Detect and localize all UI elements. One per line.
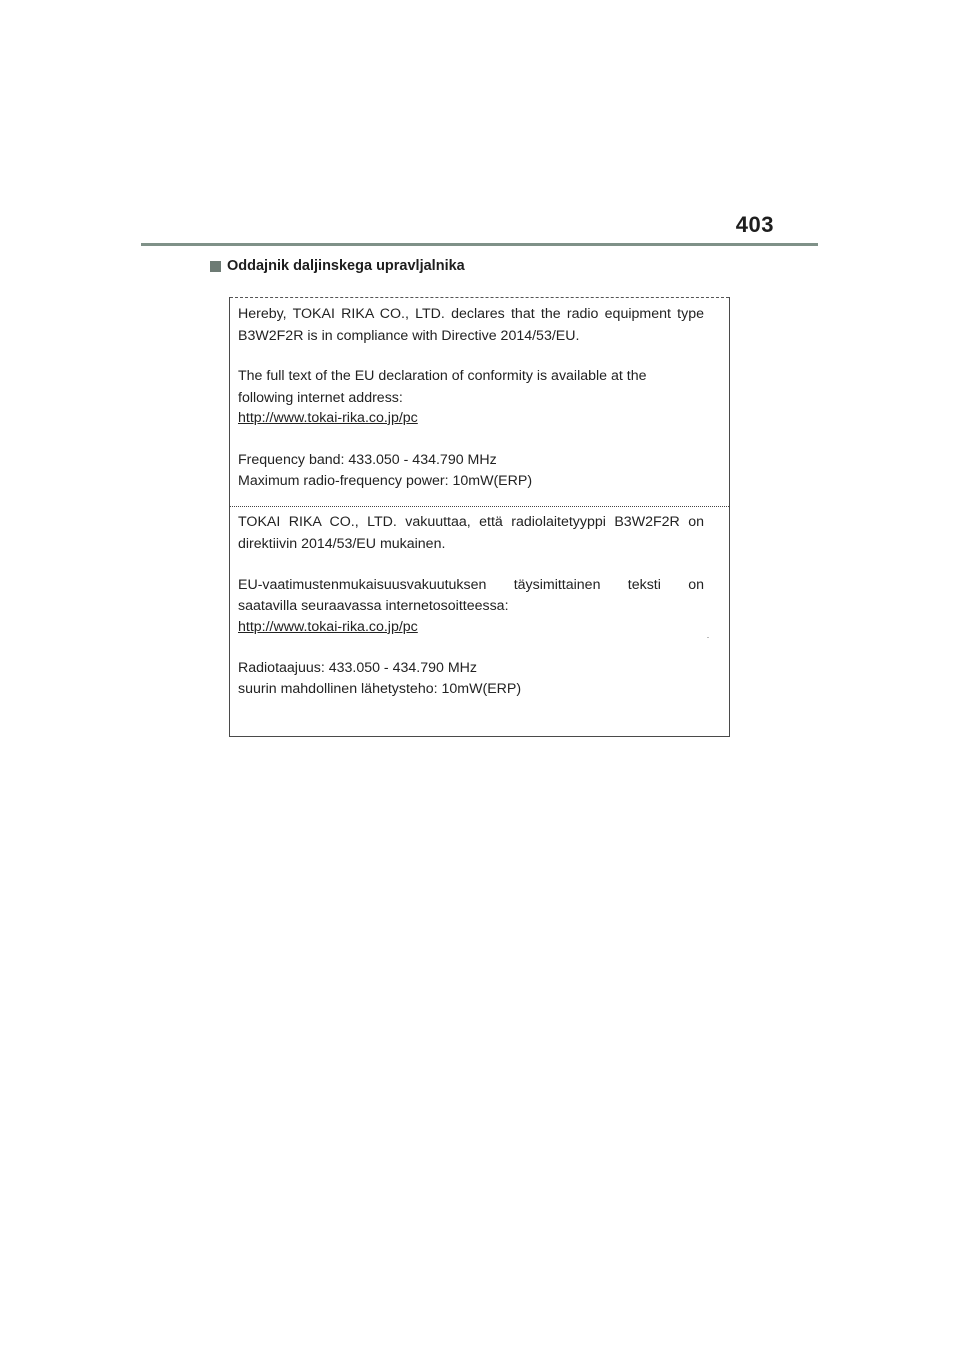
declaration-en-line-3: The full text of the EU declaration of conformity is available at the xyxy=(238,368,647,384)
section-marker-square-icon xyxy=(210,261,221,272)
declaration-en-link[interactable]: http://www.tokai-rika.co.jp/pc xyxy=(238,410,418,426)
scan-speck xyxy=(707,637,709,638)
box-top-rule xyxy=(230,297,729,298)
declaration-fi-line-4: saatavilla seuraavassa internetosoitteessa: xyxy=(238,598,509,614)
page-number: 403 xyxy=(735,212,774,237)
language-divider xyxy=(230,506,729,507)
declaration-en-power: Maximum radio-frequency power: 10mW(ERP) xyxy=(238,473,533,489)
declaration-fi-frequency: Radiotaajuus: 433.050 - 434.790 MHz xyxy=(238,660,477,676)
declaration-fi-link[interactable]: http://www.tokai-rika.co.jp/pc xyxy=(238,619,418,635)
declaration-en-frequency: Frequency band: 433.050 - 434.790 MHz xyxy=(238,452,497,468)
declaration-en-line-2: B3W2F2R is in compliance with Directive 2014/53/EU. xyxy=(238,328,580,344)
declaration-box xyxy=(229,297,730,737)
section-heading-text: Oddajnik daljinskega upravljalnika xyxy=(227,258,465,274)
declaration-en-line-1: Hereby, TOKAI RIKA CO., LTD. declares that the radio equipment type xyxy=(238,306,704,322)
declaration-fi-line-1: TOKAI RIKA CO., LTD. vakuuttaa, että radiolaitetyyppi B3W2F2R on xyxy=(238,514,704,530)
declaration-en-line-4: following internet address: xyxy=(238,390,403,406)
header-rule xyxy=(141,243,818,246)
section-heading xyxy=(210,256,465,276)
declaration-fi-power: suurin mahdollinen lähetysteho: 10mW(ERP) xyxy=(238,681,522,697)
declaration-fi-line-3: EU-vaatimustenmukaisuusvakuutuksen täysimittainen teksti on xyxy=(238,577,704,593)
declaration-fi-line-2: direktiivin 2014/53/EU mukainen. xyxy=(238,536,446,552)
